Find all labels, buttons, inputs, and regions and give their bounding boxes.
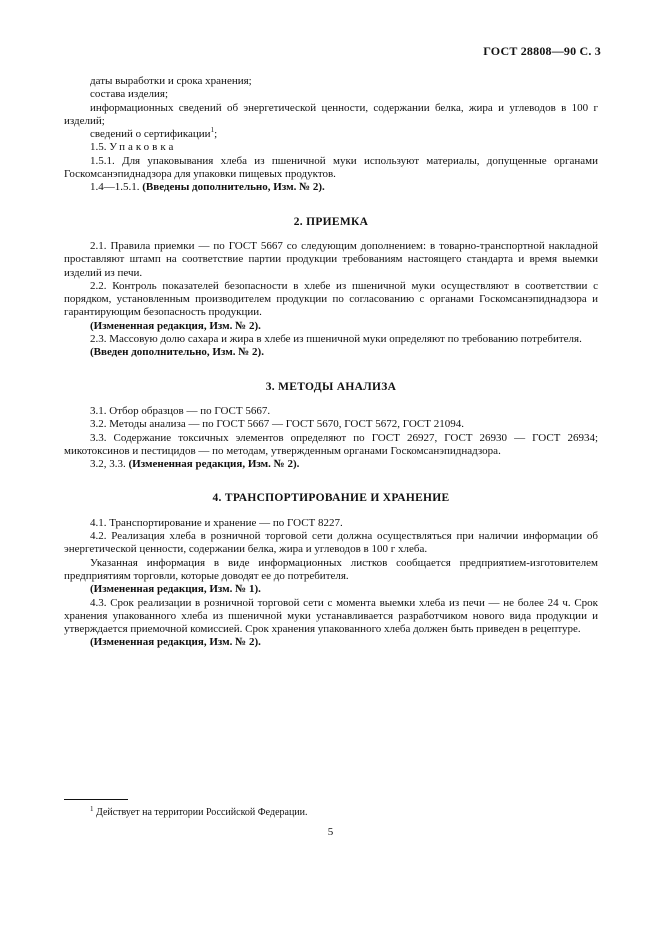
page-body [64,75,598,650]
section-2-p1: 2.1. Правила приемки — по ГОСТ 5667 со следующим дополнением: в товарно-транспортной накладной проставляют штамп на соответствие партии продукции требованиям настоящего стандарта и время выемки изделий из печи. [64,239,598,279]
item-1-5-number: 1.5. [90,141,107,154]
section-2-note-2: (Измененная редакция, Изм. № 2). [90,319,261,332]
section-3-title: 3. МЕТОДЫ АНАЛИЗА [265,380,397,393]
intro-line-1: даты выработки и срока хранения; [90,75,252,87]
intro-line-2: состава изделия; [90,88,169,101]
section-2-p2: 2.2. Контроль показателей безопасности в хлебе из пшеничной муки осуществляют в соответствии с порядком, установленным производителем продукции по согласованию с органами Госкомсанэпиднадзора и гарантирующим безопасность продукции. [64,279,598,319]
intro-line-3: информационных сведений об энергетической ценности, содержании белка, жира и углеводов в 100 г изделий; [64,101,598,127]
section-3-p3: 3.3. Содержание токсичных элементов определяют по ГОСТ 26927, ГОСТ 26930 — ГОСТ 26934; микотоксинов и пестицидов — по методам, утвержденным органами Госкомсанэпиднадзора. [64,431,598,457]
section-3-note [64,458,598,471]
note-1-4-ref: 1.4—1.5.1. [90,181,140,194]
note-1-4-text: (Введены дополнительно, Изм. № 2). [142,181,325,194]
footnote [90,807,308,818]
section-4-note-2: (Измененная редакция, Изм. № 2). [90,636,261,649]
section-4-p1: 4.1. Транспортирование и хранение — по ГОСТ 8227. [90,516,343,529]
section-4-p4: 4.3. Срок реализации в розничной торговой сети с момента выемки хлеба из печи — не более 24 ч. Срок хранения упакованного хлеба из пшеничной муки устанавливается разработчиком нового вида продукции и утверждается приемочной комиссией. Срок хранения упакованного хлеба должен быть приведен в рецептуре. [64,596,598,636]
section-2-note-3: (Введен дополнительно, Изм. № 2). [90,346,264,359]
section-3-note-ref: 3.2, 3.3. [90,458,126,471]
item-1-5 [64,141,598,154]
section-2-p3: 2.3. Массовую долю сахара и жира в хлебе из пшеничной муки определяют по требованию потребителя. [90,333,582,346]
footnote-reference: 1 [210,126,215,135]
section-3-note-text: (Измененная редакция, Изм. № 2). [128,458,300,471]
section-2-title: 2. ПРИЕМКА [293,215,369,228]
section-4-note-1: (Измененная редакция, Изм. № 1). [90,583,261,596]
intro-line-4: сведений о сертификации$^1$; [90,126,218,141]
item-1-5-1: 1.5.1. Для упаковывания хлеба из пшеничной муки используют материалы, допущенные органами Госкомсанэпиднадзора для упаковки пищевых продуктов. [64,154,598,181]
footnote-mark: 1 [90,805,94,813]
page-number: 5 [327,826,334,838]
section-3-p1: 3.1. Отбор образцов — по ГОСТ 5667. [90,404,271,417]
note-1-4 [64,181,598,194]
section-4-p2: 4.2. Реализация хлеба в розничной торговой сети должна осуществляться при наличии информации об энергетической ценности, содержании белка, жира и углеводов в 100 г хлеба. [64,530,598,556]
footnote-separator [64,799,128,800]
running-header: ГОСТ 28808—90 С. 3 [483,44,601,58]
section-4-title: 4. ТРАНСПОРТИРОВАНИЕ И ХРАНЕНИЕ [212,492,450,505]
section-4-p3: Указанная информация в виде информационных листков сообщается предприятием-изготовителем предприятиям торговли, которые доводят ее до потребителя. [64,556,598,582]
item-1-5-title: Упаковка [109,141,177,154]
section-3-p2: 3.2. Методы анализа — по ГОСТ 5667 — ГОСТ 5670, ГОСТ 5672, ГОСТ 21094. [90,418,464,431]
footnote-text: Действует на территории Российской Федерации. [96,807,308,818]
intro-line-4-text: сведений о сертификации [90,128,211,141]
